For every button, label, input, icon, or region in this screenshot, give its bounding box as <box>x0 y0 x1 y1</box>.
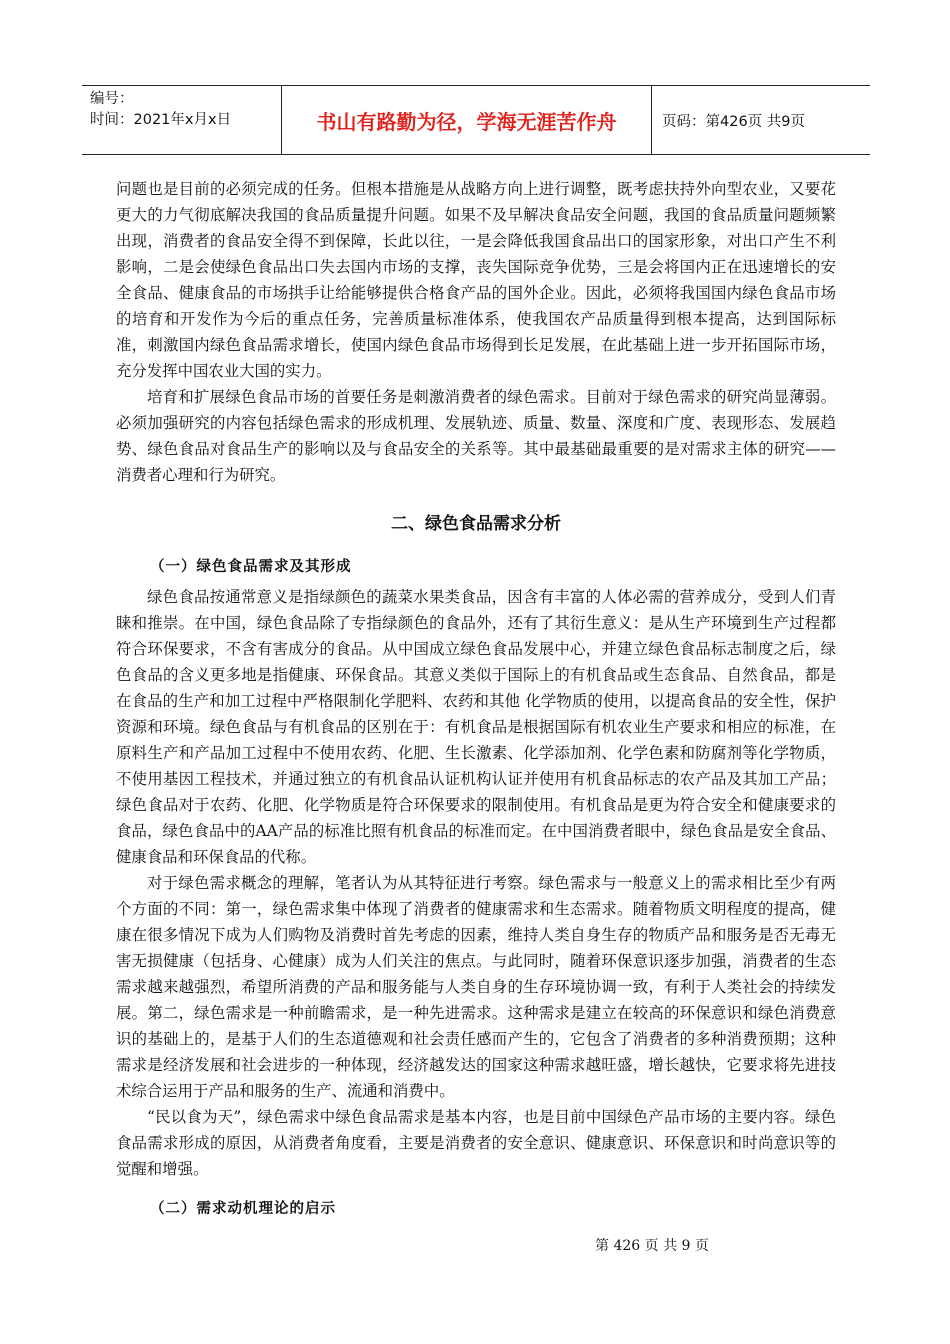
page-footer: 第 426 页 共 9 页 <box>595 1238 709 1254</box>
paragraph: 培育和扩展绿色食品市场的首要任务是刺激消费者的绿色需求。目前对于绿色需求的研究尚显薄弱。必须加强研究的内容包括绿色需求的形成机理、发展轨迹、质量、数量、深度和广度、表现形态、发展趋势、绿色食品对食品生产的影响以及与食品安全的关系等。其中最基础最重要的是对需求主体的研究——消费者心理和行为研究。 <box>116 388 836 484</box>
subsection-heading: （二）需求动机理论的启示 <box>150 1201 336 1217</box>
document-body <box>116 176 836 1226</box>
header-meta <box>82 86 282 154</box>
header-page-info: 页码：第426页 共9页 <box>662 113 806 130</box>
subsection-heading: （一）绿色食品需求及其形成 <box>150 559 352 575</box>
document-number-label: 编号： <box>90 91 134 107</box>
page-header <box>82 85 870 155</box>
paragraph: “民以食为天”，绿色需求中绿色食品需求是基本内容，也是目前中国绿色产品市场的主要内容。绿色食品需求形成的原因，从消费者角度看，主要是消费者的安全意识、健康意识、环保意识和时尚意识等的觉醒和增强。 <box>116 1108 836 1178</box>
paragraph: 对于绿色需求概念的理解，笔者认为从其特征进行考察。绿色需求与一般意义上的需求相比至少有两个方面的不同：第一，绿色需求集中体现了消费者的健康需求和生态需求。随着物质文明程度的提高，健康在很多情况下成为人们购物及消费时首先考虑的因素，维持人类自身生存的物质产品和服务是否无毒无害无损健康（包括身、心健康）成为人们关注的焦点。与此同时，随着环保意识逐步加强，消费者的生态需求越来越强烈，希望所消费的产品和服务能与人类自身的生存环境协调一致，有利于人类社会的持续发展。第二，绿色需求是一种前瞻需求，是一种先进需求。这种需求是建立在较高的环保意识和绿色消费意识的基础上的，是基于人们的生态道德观和社会责任感而产生的，它包含了消费者的多种消费预期；这种需求是经济发展和社会进步的一种体现，经济越发达的国家这种需求越旺盛，增长越快，它要求将先进技术综合运用于产品和服务的生产、流通和消费中。 <box>116 874 836 1100</box>
section-heading: 二、绿色食品需求分析 <box>391 514 561 534</box>
document-date-label: 时间：2021年x月x日 <box>90 112 232 128</box>
paragraph: 问题也是目前的必须完成的任务。但根本措施是从战略方向上进行调整，既考虑扶持外向型农业，又要花更大的力气彻底解决我国的食品质量提升问题。如果不及早解决食品安全问题，我国的食品质量问题频繁出现，消费者的食品安全得不到保障，长此以往，一是会降低我国食品出口的国家形象，对出口产生不利影响，二是会使绿色食品出口失去国内市场的支撑，丧失国际竞争优势，三是会将国内正在迅速增长的安全食品、健康食品的市场拱手让给能够提供合格食产品的国外企业。因此，必须将我国国内绿色食品市场的培育和开发作为今后的重点任务，完善质量标准体系，使我国农产品质量得到根本提高，达到国际标准，刺激国内绿色食品需求增长，使国内绿色食品市场得到长足发展，在此基础上进一步开拓国际市场，充分发挥中国农业大国的实力。 <box>116 180 836 380</box>
header-motto: 书山有路勤为径，学海无涯苦作舟 <box>282 86 652 154</box>
paragraph: 绿色食品按通常意义是指绿颜色的蔬菜水果类食品，因含有丰富的人体必需的营养成分，受到人们青睐和推崇。在中国，绿色食品除了专指绿颜色的食品外，还有了其衍生意义：是从生产环境到生产过程都符合环保要求，不含有害成分的食品。从中国成立绿色食品发展中心，并建立绿色食品标志制度之后，绿色食品的含义更多地是指健康、环保食品。其意义类似于国际上的有机食品或生态食品、自然食品，都是在食品的生产和加工过程中严格限制化学肥料、农药和其他 化学物质的使用，以提高食品的安全性，保护资源和环境。绿色食品与有机食品的区别在于：有机食品是根据国际有机农业生产要求和相应的标准，在原料生产和产品加工过程中不使用农药、化肥、生长激素、化学添加剂、化学色素和防腐剂等化学物质，不使用基因工程技术，并通过独立的有机食品认证机构认证并使用有机食品标志的农产品及其加工产品；绿色食品对于农药、化肥、化学物质是符合环保要求的限制使用。有机食品是更为符合安全和健康要求的食品，绿色食品中的AA产品的标准比照有机食品的标准而定。在中国消费者眼中，绿色食品是安全食品、健康食品和环保食品的代称。 <box>116 588 836 866</box>
